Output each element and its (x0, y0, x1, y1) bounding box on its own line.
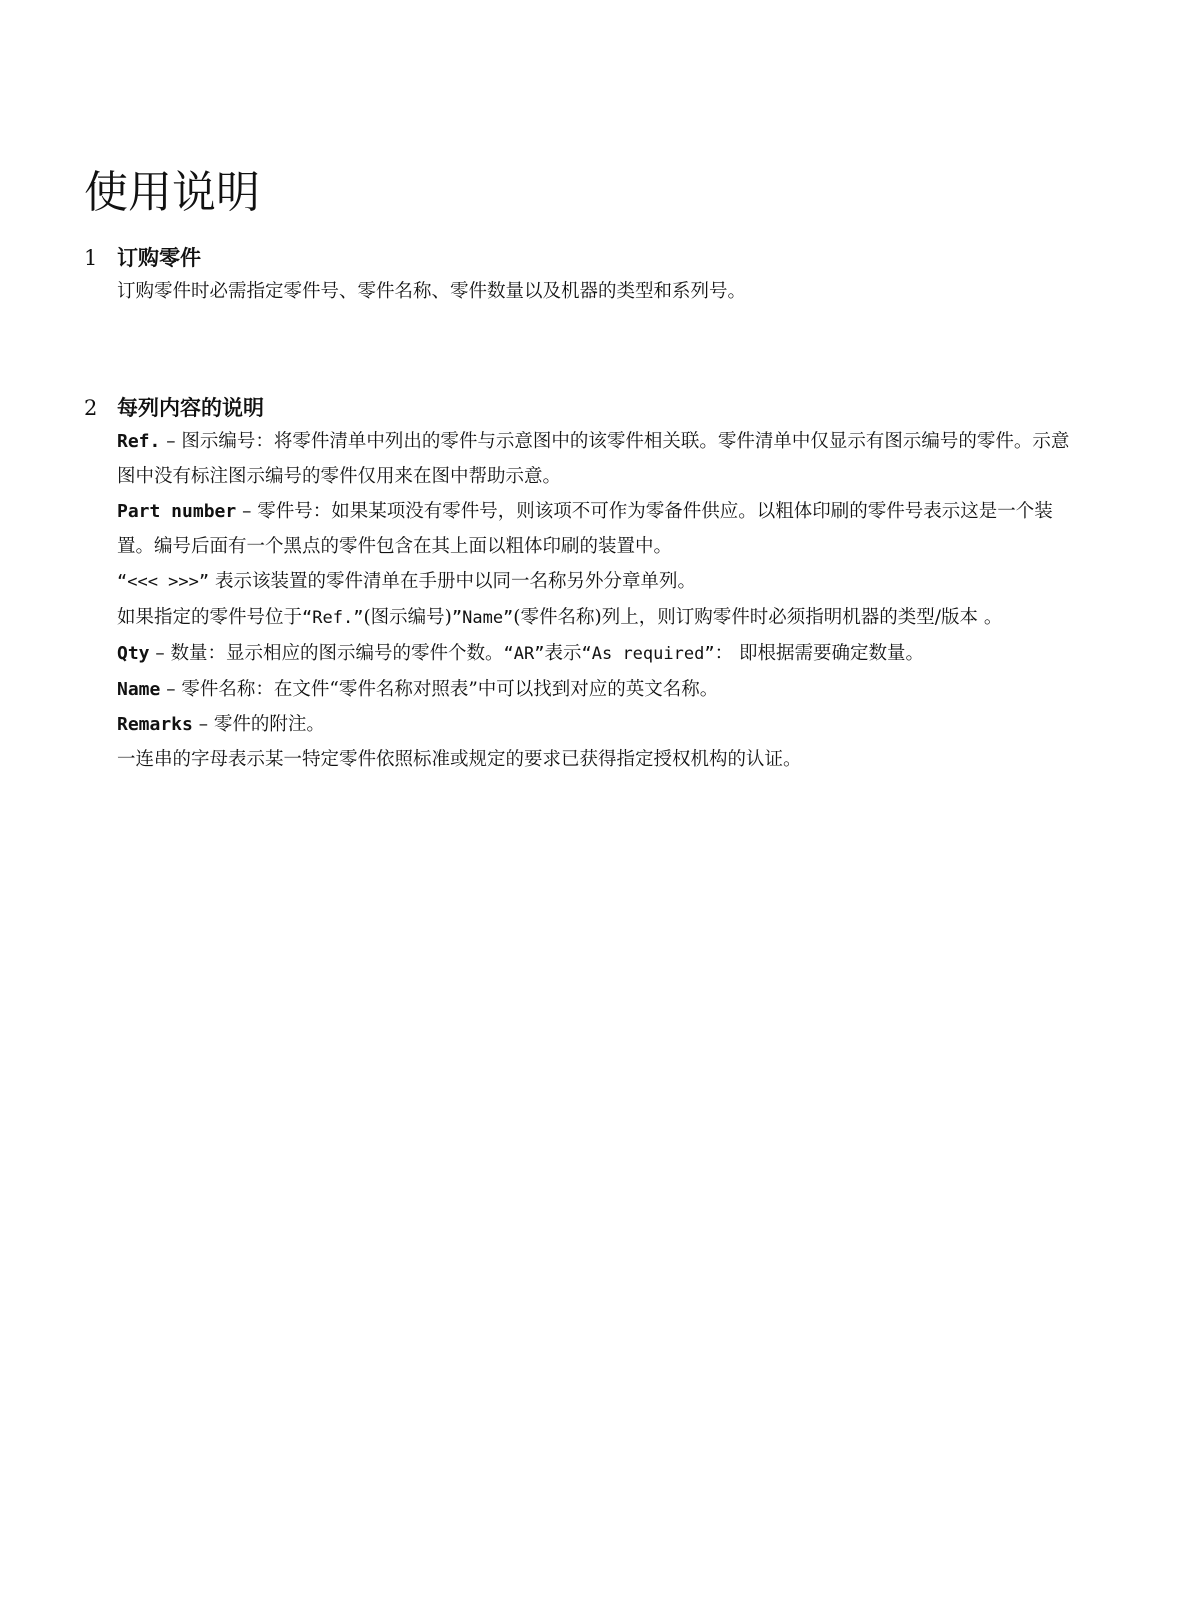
model-note-code-a: “Ref.” (302, 608, 364, 628)
qty-description (117, 636, 1077, 672)
qty-term: Qty (117, 643, 150, 664)
model-note-text-a: 如果指定的零件号位于 (117, 607, 303, 628)
ordering-instructions: 订购零件时必需指定零件号、零件名称、零件数量以及机器的类型和系列号。 (117, 281, 747, 302)
certification-description: 一连串的字母表示某一特定零件依照标准或规定的要求已获得指定授权机构的认证。 (117, 749, 802, 770)
page-title: 使用说明 (84, 167, 260, 218)
qty-text-c: ： 即根据需要确定数量。 (714, 643, 924, 664)
model-note-text-c: (零件名称)列上，则订购零件时必须指明机器的类型/版本 。 (513, 607, 1003, 628)
section-heading (84, 242, 1094, 274)
assembly-marker: “<<< >>>” (117, 572, 210, 592)
qty-code-a: “AR” (503, 644, 545, 664)
model-version-note (117, 600, 1077, 636)
name-description (117, 672, 1077, 707)
section-number: 1 (84, 246, 98, 270)
part-number-term: Part number (117, 501, 237, 522)
part-number-text: – 零件号：如果某项没有零件号，则该项不可作为零备件供应。以粗体印刷的零件号表示这是一个装置。编号后面有一个黑点的零件包含在其上面以粗体印刷的装置中。 (117, 501, 1053, 557)
ref-description (117, 424, 1077, 494)
remarks-term: Remarks (117, 714, 193, 735)
qty-text-a: – 数量：显示相应的图示编号的零件个数。 (149, 643, 504, 664)
name-text: – 零件名称：在文件“零件名称对照表”中可以找到对应的英文名称。 (160, 679, 719, 700)
section-heading (84, 392, 1094, 424)
model-note-code-b: ”Name” (451, 608, 514, 628)
qty-code-b: “As required” (581, 644, 715, 664)
remarks-text: – 零件的附注。 (192, 714, 325, 735)
section-number: 2 (84, 396, 98, 420)
section-ordering-parts (84, 242, 1094, 309)
model-note-text-b: (图示编号) (363, 607, 452, 628)
section-heading-text: 订购零件 (117, 246, 201, 270)
ref-term: Ref. (117, 431, 161, 452)
remarks-description (117, 707, 1077, 742)
name-term: Name (117, 679, 161, 700)
part-number-description (117, 494, 1077, 564)
section-body (117, 424, 1077, 777)
section-heading-text: 每列内容的说明 (117, 396, 264, 420)
assembly-marker-description (117, 564, 1077, 600)
qty-text-b: 表示 (544, 643, 582, 664)
assembly-marker-text: 表示该装置的零件清单在手册中以同一名称另外分章单列。 (209, 571, 697, 592)
section-body (117, 274, 1077, 309)
ref-text: – 图示编号：将零件清单中列出的零件与示意图中的该零件相关联。零件清单中仅显示有图示编号的零件。示意图中没有标注图示编号的零件仅用来在图中帮助示意。 (117, 431, 1070, 487)
section-column-description (84, 392, 1094, 777)
